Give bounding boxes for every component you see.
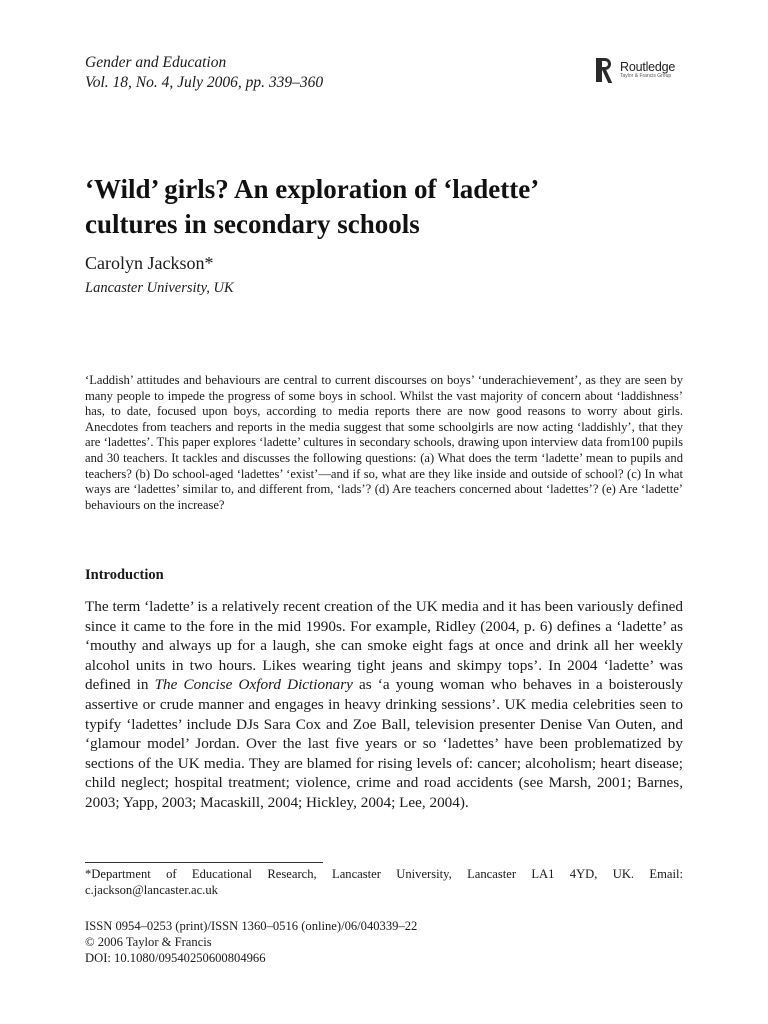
routledge-r-icon — [596, 58, 616, 82]
copyright-line: © 2006 Taylor & Francis — [85, 935, 212, 949]
publisher-logo — [596, 58, 675, 82]
introduction-text-part-1: The term ‘ladette’ is a relatively recent creation of the UK media and it has been variously defined since it came to the fore in the mid 1990s. For example, Ridley (2004, p. 6) defines a ‘ladette’ as ‘mouthy and always up for a laugh, she can smoke eight fags at once and drink all her weekly alcohol units in two hours. Likes wearing tight jeans and skimpy tops’. In 2004 ‘ladette’ was defined in — [85, 598, 683, 694]
publisher-name: Routledge — [620, 59, 676, 74]
author-name: Carolyn Jackson* — [85, 253, 214, 273]
article-title-line-1: ‘Wild’ girls? An exploration of ‘ladette’ — [85, 174, 540, 204]
author-footnote: *Department of Educational Research, Lancaster University, Lancaster LA1 4YD, UK. Email: c.jackson@lancaster.ac.uk — [85, 867, 683, 897]
journal-header — [85, 53, 323, 93]
author-affiliation: Lancaster University, UK — [85, 280, 234, 296]
article-title — [85, 172, 705, 242]
issn-line: ISSN 0954–0253 (print)/ISSN 1360–0516 (online)/06/040339–22 — [85, 919, 418, 933]
journal-name: Gender and Education — [85, 54, 227, 71]
introduction-paragraph — [85, 597, 683, 813]
article-title-line-2: cultures in secondary schools — [85, 209, 420, 239]
dictionary-title: The Concise Oxford Dictionary — [154, 676, 353, 694]
journal-citation: Vol. 18, No. 4, July 2006, pp. 339–360 — [85, 74, 324, 91]
section-heading-introduction: Introduction — [85, 567, 164, 583]
introduction-text-part-2: as ‘a young woman who behaves in a boisterously assertive or crude manner and engages in heavy drinking sessions’. UK media celebrities seen to typify ‘ladettes’ include DJs Sara Cox and Zoe Ball, television presenter Denise Van Outen, and ‘glamour model’ Jordan. Over the last five years or so ‘ladettes’ have been problematized by sections of the UK media. They are blamed for rising levels of: cancer; alcoholism; heart disease; child neglect; hospital treatment; violence, crime and road accidents (see Marsh, 2001; Barnes, 2003; Yapp, 2003; Macaskill, 2004; Hickley, 2004; Lee, 2004). — [85, 676, 683, 811]
abstract: ‘Laddish’ attitudes and behaviours are central to current discourses on boys’ ‘underachievement’, as they are seen by many people to impede the progress of some boys in school. Whilst the vast majority of concern about ‘laddishness’ has, to date, focused upon boys, according to media reports there are now good reasons to worry about girls. Anecdotes from teachers and reports in the media suggest that some schoolgirls are now acting ‘laddishly’, that they are ‘ladettes’. This paper explores ‘ladette’ cultures in secondary schools, drawing upon interview data from100 pupils and 30 teachers. It tackles and discusses the following questions: (a) What does the term ‘ladette’ mean to pupils and teachers? (b) Do school-aged ‘ladettes’ ‘exist’—and if so, what are they like inside and outside of school? (c) In what ways are ‘ladettes’ similar to, and different from, ‘lads’? (d) Are teachers concerned about ‘ladettes’? (e) Are ‘ladette’ behaviours on the increase? — [85, 373, 683, 512]
imprint-block — [85, 918, 417, 966]
publisher-subline: Taylor & Francis Group — [620, 73, 672, 80]
doi-line: DOI: 10.1080/09540250600804966 — [85, 951, 266, 965]
footnote-divider — [85, 862, 323, 863]
